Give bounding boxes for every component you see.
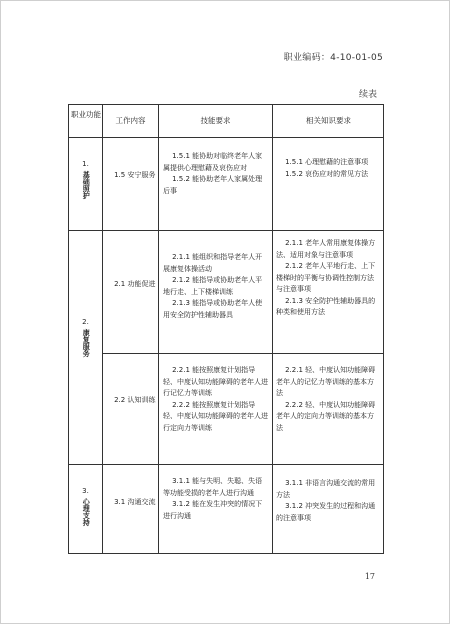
function-cell xyxy=(69,486,102,526)
knowledge-cell: 3.1.1 非语言沟通交流的常用方法 3.1.2 冲突发生的过程和沟通的注意事项 xyxy=(276,479,376,522)
occupation-code: 职业编码：4-10-01-05 xyxy=(283,53,383,63)
function-cell xyxy=(69,317,102,357)
grid-line xyxy=(102,353,384,354)
header-content: 工作内容 xyxy=(115,116,146,125)
header-knowledge: 相关知识要求 xyxy=(306,116,351,125)
function-number: 3. xyxy=(82,487,89,495)
function-name: 心理支持 xyxy=(82,497,91,526)
grid-line xyxy=(158,105,159,554)
standards-table xyxy=(68,104,384,554)
grid-line xyxy=(102,105,103,554)
header-function: 职业功能 xyxy=(71,110,101,119)
grid-line xyxy=(69,230,384,231)
skills-cell: 2.2.1 能按照康复计划指导轻、中度认知功能障碍的老年人进行记忆力等训练 2.2.2 能按照康复计划指导轻、中度认知功能障碍的老年人进行定向力等训练 xyxy=(163,366,268,432)
function-name: 康复服务 xyxy=(82,328,91,357)
function-name: 基础照护 xyxy=(82,170,91,199)
skills-cell: 3.1.1 能与失明、失聪、失语等功能受损的老年人进行沟通 3.1.2 能在发生冲突的情况下进行沟通 xyxy=(163,477,263,520)
function-number: 2. xyxy=(82,318,89,326)
grid-line xyxy=(69,137,384,138)
work-content-cell: 3.1 沟通交流 xyxy=(114,498,156,506)
work-content-cell: 2.2 认知训练 xyxy=(114,396,156,404)
work-content-cell: 2.1 功能促进 xyxy=(114,280,156,288)
function-number: 1. xyxy=(82,160,89,168)
continued-label: 续表 xyxy=(358,90,377,100)
skills-cell: 2.1.1 能组织和指导老年人开展康复体操活动 2.1.2 能指导或协助老年人平地行走、上下楼梯训练 2.1.3 能指导或协助老年人使用安全防护性辅助器具 xyxy=(163,253,263,319)
grid-line xyxy=(69,464,384,465)
grid-line xyxy=(272,105,273,554)
knowledge-cell: 2.2.1 轻、中度认知功能障碍老年人的记忆力等训练的基本方法 2.2.2 轻、中度认知功能障碍老年人的定向力等训练的基本方法 xyxy=(276,366,376,432)
knowledge-cell: 2.1.1 老年人常用康复体操方法、适用对象与注意事项 2.1.2 老年人平地行走、上下楼梯时的平衡与协调性控制方法与注意事项 2.1.3 安全防护性辅助器具的种类和使用方法 xyxy=(276,239,376,316)
work-content-cell: 1.5 安宁服务 xyxy=(114,171,156,179)
knowledge-cell: 1.5.1 心理慰藉的注意事项 1.5.2 哀伤应对的常见方法 xyxy=(285,158,369,178)
skills-cell: 1.5.1 能协助对临终老年人家属提供心理慰藉及哀伤应对 1.5.2 能协助老年人家属处理后事 xyxy=(163,152,263,195)
header-skills: 技能要求 xyxy=(200,116,231,125)
page-number: 17 xyxy=(364,572,375,581)
function-cell xyxy=(69,159,102,199)
